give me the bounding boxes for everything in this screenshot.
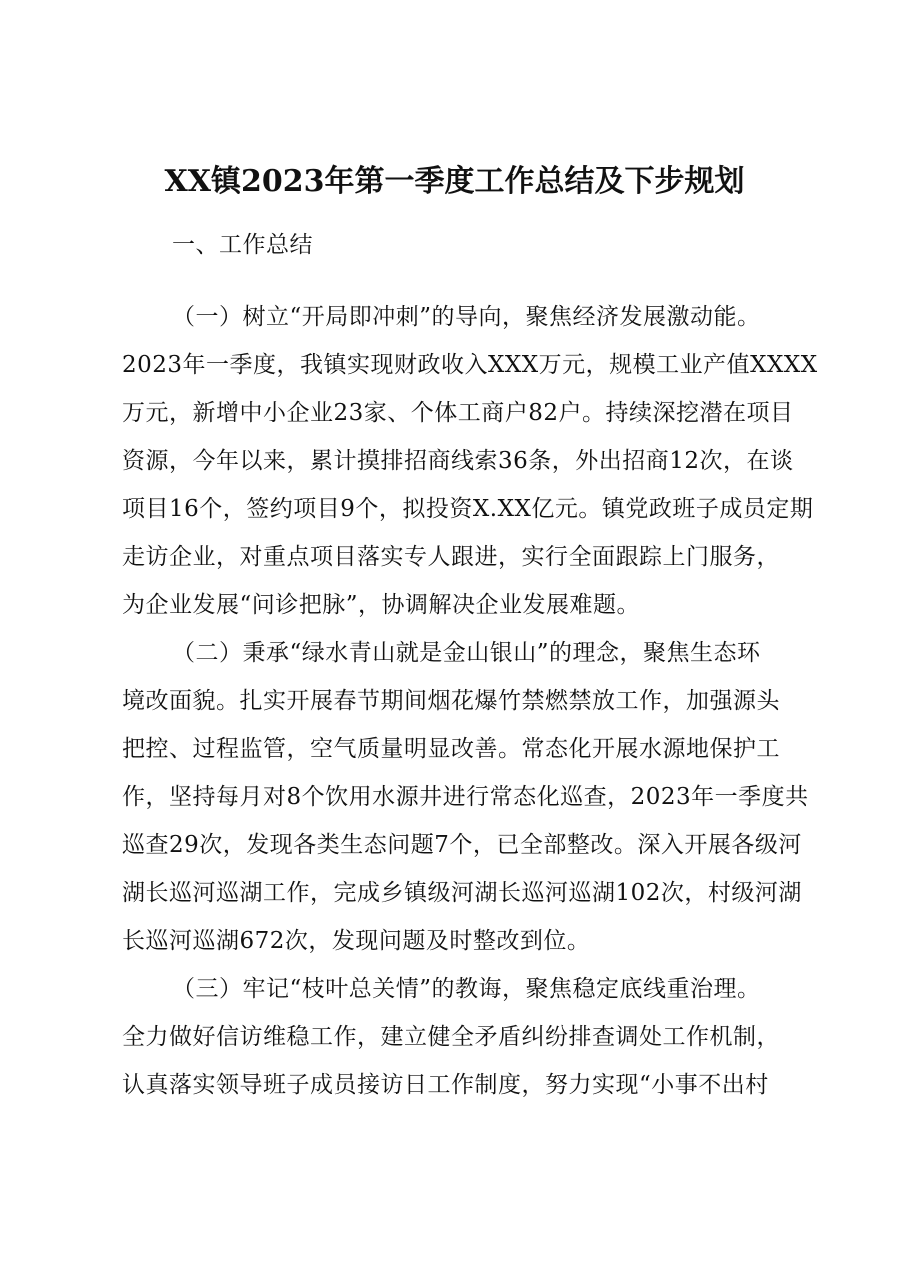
document-title: XX镇2023年第一季度工作总结及下步规划 <box>164 164 745 199</box>
paragraph-3-line-2: 全力做好信访维稳工作，建立健全矛盾纠纷排查调处工作机制， <box>122 1024 780 1050</box>
paragraph-2-line-3: 把控、过程监管，空气质量明显改善。常态化开展水源地保护工 <box>122 736 780 762</box>
paragraph-2-line-7: 长巡河巡湖672次，发现问题及时整改到位。 <box>122 928 591 954</box>
paragraph-1-line-5: 项目16个，签约项目9个，拟投资X.XX亿元。镇党政班子成员定期 <box>122 496 814 522</box>
paragraph-2-line-2: 境改面貌。扎实开展春节期间烟花爆竹禁燃禁放工作，加强源头 <box>122 688 780 714</box>
paragraph-1-line-1: （一）树立“开局即冲刺”的导向，聚焦经济发展激动能。 <box>172 304 761 330</box>
paragraph-1-line-6: 走访企业，对重点项目落实专人跟进，实行全面跟踪上门服务， <box>122 544 780 570</box>
paragraph-1-line-2: 2023年一季度，我镇实现财政收入XXX万元，规模工业产值XXXX <box>122 352 818 378</box>
paragraph-2-line-5: 巡查29次，发现各类生态问题7个，已全部整改。深入开展各级河 <box>122 832 802 858</box>
paragraph-2-line-4: 作，坚持每月对8个饮用水源井进行常态化巡查，2023年一季度共 <box>122 784 809 810</box>
section-heading-work-summary: 一、工作总结 <box>172 232 313 258</box>
paragraph-2-line-1: （二）秉承“绿水青山就是金山银山”的理念，聚焦生态环 <box>172 640 761 666</box>
paragraph-1-line-3: 万元，新增中小企业23家、个体工商户82户。持续深挖潜在项目 <box>122 400 794 426</box>
paragraph-3-line-3: 认真落实领导班子成员接访日工作制度，努力实现“小事不出村 <box>122 1072 769 1098</box>
paragraph-3-line-1: （三）牢记“枝叶总关情”的教诲，聚焦稳定底线重治理。 <box>172 976 761 1002</box>
paragraph-1-line-7: 为企业发展“问诊把脉”，协调解决企业发展难题。 <box>122 592 641 618</box>
paragraph-1-line-4: 资源，今年以来，累计摸排招商线索36条，外出招商12次，在谈 <box>122 448 794 474</box>
paragraph-2-line-6: 湖长巡河巡湖工作，完成乡镇级河湖长巡河巡湖102次，村级河湖 <box>122 880 802 906</box>
